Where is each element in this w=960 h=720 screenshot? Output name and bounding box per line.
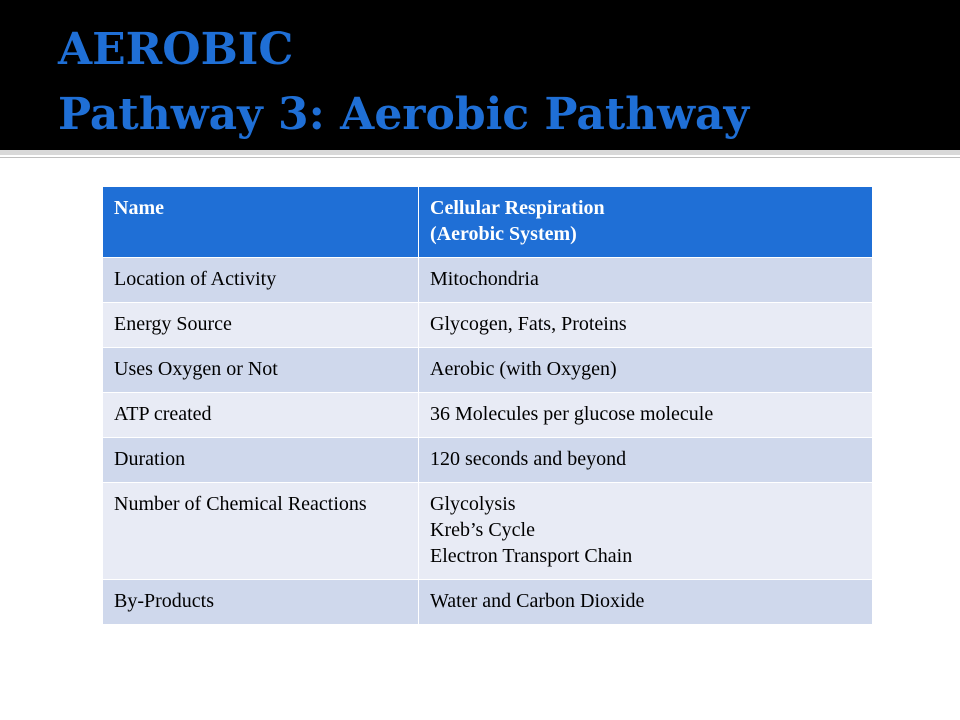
row-value-cell: 120 seconds and beyond	[419, 438, 873, 483]
table-row	[103, 303, 873, 348]
header-value-line: (Aerobic System)	[430, 223, 577, 245]
row-value-cell: Water and Carbon Dioxide	[419, 580, 873, 625]
row-value-cell: Aerobic (with Oxygen)	[419, 348, 873, 393]
row-value-line: Kreb’s Cycle	[430, 519, 535, 541]
header-label-cell: Name	[103, 187, 419, 258]
header-value-line: Cellular Respiration	[430, 197, 605, 219]
row-label-cell: Uses Oxygen or Not	[103, 348, 419, 393]
row-value-line: Electron Transport Chain	[430, 545, 633, 567]
row-value-cell: 36 Molecules per glucose molecule	[419, 393, 873, 438]
aerobic-info-table	[102, 186, 873, 625]
table-header-row	[103, 187, 873, 258]
table-row	[103, 438, 873, 483]
row-label-cell: Energy Source	[103, 303, 419, 348]
row-label-cell: Location of Activity	[103, 258, 419, 303]
row-value-cell: Glycogen, Fats, Proteins	[419, 303, 873, 348]
table-row	[103, 348, 873, 393]
row-value-cell: Mitochondria	[419, 258, 873, 303]
row-label-cell: Duration	[103, 438, 419, 483]
header-value-cell	[419, 187, 873, 258]
row-value-cell	[419, 483, 873, 580]
row-label-cell: By-Products	[103, 580, 419, 625]
table-row	[103, 580, 873, 625]
slide-title-line-2: Pathway 3: Aerobic Pathway	[58, 89, 750, 140]
row-label-cell: ATP created	[103, 393, 419, 438]
table-row	[103, 483, 873, 580]
row-value-line: Glycolysis	[430, 493, 516, 515]
table-row	[103, 393, 873, 438]
title-divider	[0, 150, 960, 155]
row-label-cell: Number of Chemical Reactions	[103, 483, 419, 580]
title-divider-thin	[0, 157, 960, 158]
title-bar	[0, 0, 960, 150]
table-row	[103, 258, 873, 303]
slide-title-line-1: AEROBIC	[58, 24, 294, 75]
